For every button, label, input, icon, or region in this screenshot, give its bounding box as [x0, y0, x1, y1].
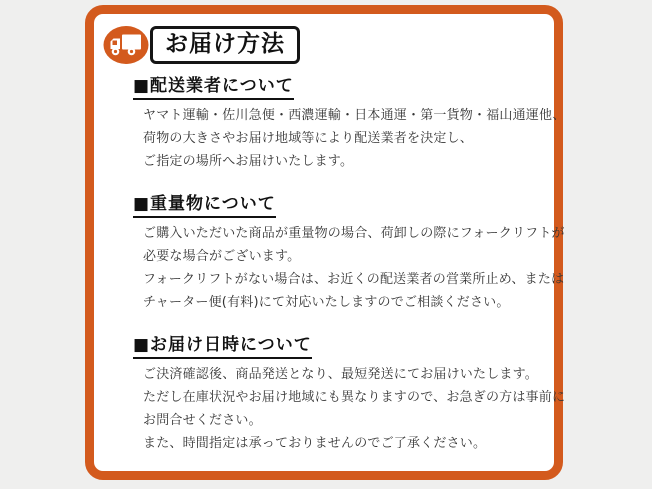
body-line: また、時間指定は承っておりませんのでご了承ください。: [143, 436, 487, 451]
section-body-heavy-items: [143, 222, 565, 314]
section-shipping-carriers: [133, 71, 566, 173]
panel-title: お届け方法: [150, 26, 300, 64]
body-line: ご指定の場所へお届けいたします。: [143, 154, 354, 169]
body-line: ただし在庫状況やお届け地域にも異なりますので、お急ぎの方は事前に: [143, 390, 566, 405]
body-line: フォークリフトがない場合は、お近くの配送業者の営業所止め、または: [143, 272, 565, 287]
delivery-info-panel: [85, 5, 566, 480]
body-line: 必要な場合がございます。: [143, 249, 301, 264]
section-heading-delivery-schedule: ■お届け日時について: [133, 330, 312, 359]
section-heading-heavy-items: ■重量物について: [133, 189, 276, 218]
body-line: 荷物の大きさやお届け地域等により配送業者を決定し、: [143, 131, 474, 146]
panel-header: [103, 25, 546, 65]
panel-content: [94, 14, 566, 455]
truck-icon: [103, 25, 149, 65]
section-heading-carriers: ■配送業者について: [133, 71, 294, 100]
section-heavy-items: [133, 189, 565, 314]
body-line: ご決済確認後、商品発送となり、最短発送にてお届けいたします。: [143, 367, 538, 382]
body-line: チャーター便(有料)にて対応いたしますのでご相談ください。: [143, 295, 510, 310]
body-line: お問合せください。: [143, 413, 262, 428]
body-line: ご購入いただいた商品が重量物の場合、荷卸しの際にフォークリフトが: [143, 226, 565, 241]
section-body-delivery-schedule: [143, 363, 566, 455]
section-delivery-schedule: [133, 330, 566, 455]
body-line: ヤマト運輸・佐川急便・西濃運輸・日本通運・第一貨物・福山通運他、: [143, 108, 566, 123]
section-body-carriers: [143, 104, 566, 173]
